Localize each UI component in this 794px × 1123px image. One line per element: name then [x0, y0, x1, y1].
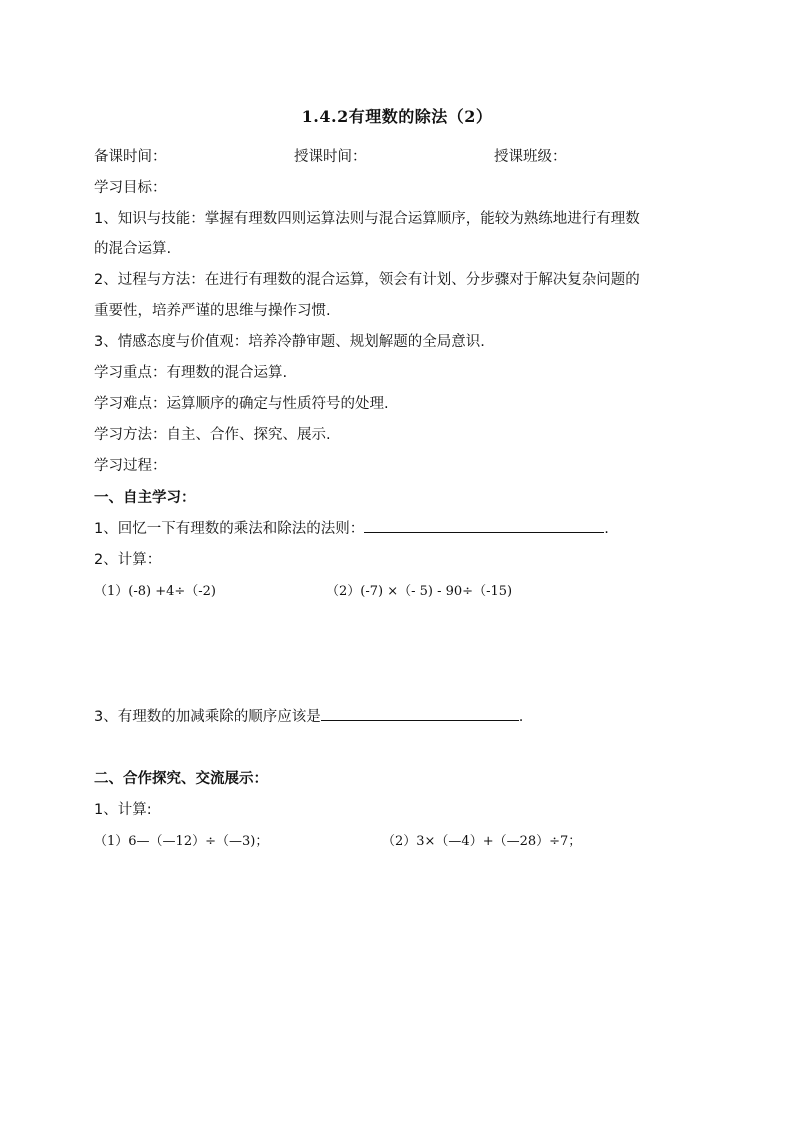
key-point: 学习重点：有理数的混合运算.: [94, 365, 288, 381]
question-1: [94, 517, 609, 538]
answer-blank-1[interactable]: [364, 518, 604, 533]
process-label: 学习过程：: [94, 458, 167, 474]
objective-2-line-2: 重要性，培养严谨的思维与操作习惯.: [94, 303, 331, 319]
question-2-label: 2、计算：: [94, 552, 162, 568]
prep-time-label: 备课时间：: [94, 149, 167, 165]
objective-1-line-1: 1、知识与技能：掌握有理数四则运算法则与混合运算顺序，能较为熟练地进行有理数: [94, 211, 640, 227]
question-1-end: .: [604, 521, 609, 537]
answer-blank-3[interactable]: [321, 706, 519, 721]
class-label: 授课班级：: [494, 149, 567, 165]
section-1-heading: 一、自主学习：: [94, 490, 196, 506]
section-2-question-1-part-2: （2）3×（—4）+（—28）÷7；: [382, 834, 582, 849]
objectives-heading: 学习目标：: [94, 180, 167, 196]
difficulty: 学习难点：运算顺序的确定与性质符号的处理.: [94, 396, 389, 412]
method: 学习方法：自主、合作、探究、展示.: [94, 427, 331, 443]
question-1-text: 1、回忆一下有理数的乘法和除法的法则：: [94, 521, 365, 537]
section-2-question-1-label: 1、计算:: [94, 802, 152, 818]
question-2-part-2: （2）(-7) ×（- 5) - 90÷（-15): [326, 584, 513, 599]
objective-1-line-2: 的混合运算.: [94, 241, 172, 257]
objective-3: 3、情感态度与价值观：培养冷静审题、规划解题的全局意识.: [94, 334, 485, 350]
question-3: [94, 705, 523, 726]
question-3-end: .: [518, 709, 524, 725]
objective-2-line-1: 2、过程与方法：在进行有理数的混合运算，领会有计划、分步骤对于解决复杂问题的: [94, 272, 640, 288]
section-2-heading: 二、合作探究、交流展示：: [94, 771, 268, 787]
question-3-text: 3、有理数的加减乘除的顺序应该是: [94, 709, 321, 725]
section-2-question-1-part-1: （1）6—（—12）÷（—3)；: [94, 834, 269, 849]
teach-time-label: 授课时间：: [294, 149, 367, 165]
page-title: 1.4.2有理数的除法（2）: [301, 107, 493, 126]
question-2-part-1: （1）(-8) +4÷（-2): [94, 584, 217, 599]
